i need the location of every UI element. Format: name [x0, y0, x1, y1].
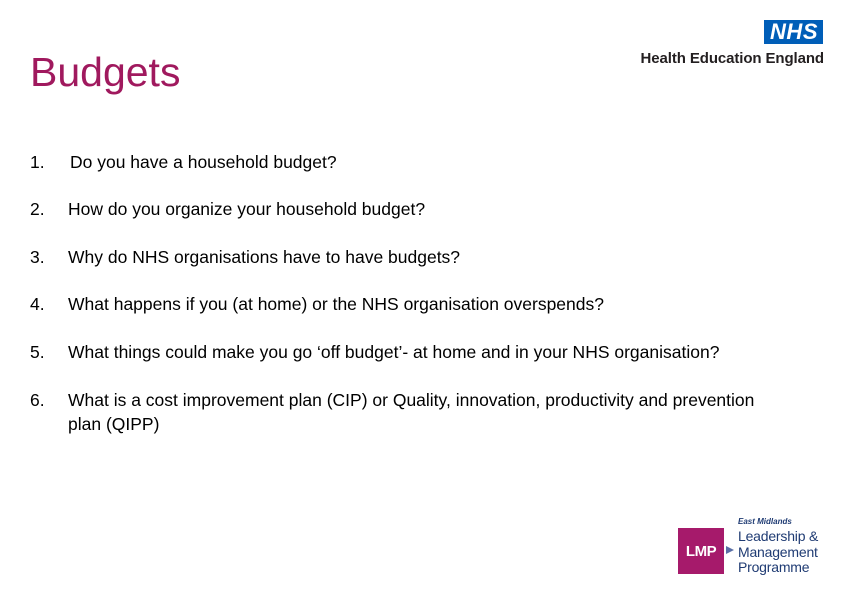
question-text: Do you have a household budget?: [70, 152, 337, 172]
question-item-5: [30, 340, 719, 364]
question-text: How do you organize your household budget?: [68, 199, 426, 219]
arrow-icon: [726, 546, 734, 554]
lmp-logo: [678, 518, 834, 578]
lmp-line: Leadership &: [738, 528, 819, 544]
question-number: 4.: [30, 294, 45, 314]
question-item-6: [30, 388, 788, 436]
nhs-hee-logo: [609, 20, 824, 70]
question-item-3: [30, 245, 460, 269]
lmp-logo-text: [738, 518, 818, 576]
slide-title: Budgets: [30, 49, 181, 95]
nhs-logo-badge: NHS: [764, 20, 823, 44]
lmp-region: East Midlands: [738, 517, 792, 526]
question-number: 6.: [30, 390, 45, 410]
question-item-1: [30, 150, 337, 174]
question-text: Why do NHS organisations have to have budgets?: [68, 247, 461, 267]
question-number: 3.: [30, 247, 45, 267]
question-item-2: [30, 197, 425, 221]
question-text: What things could make you go ‘off budget’- at home and in your NHS organisation?: [68, 342, 720, 362]
question-number: 2.: [30, 199, 45, 219]
question-number: 1.: [30, 152, 45, 172]
lmp-line: Programme: [738, 559, 810, 575]
question-text: What is a cost improvement plan (CIP) or Quality, innovation, productivity and prevention plan (QIPP): [68, 390, 755, 434]
question-number: 5.: [30, 342, 45, 362]
lmp-line: Management: [738, 543, 818, 560]
question-text: What happens if you (at home) or the NHS organisation overspends?: [68, 294, 604, 314]
question-item-4: [30, 292, 604, 316]
organisation-name: Health Education England: [640, 50, 824, 67]
lmp-logo-box: LMP: [678, 528, 724, 574]
